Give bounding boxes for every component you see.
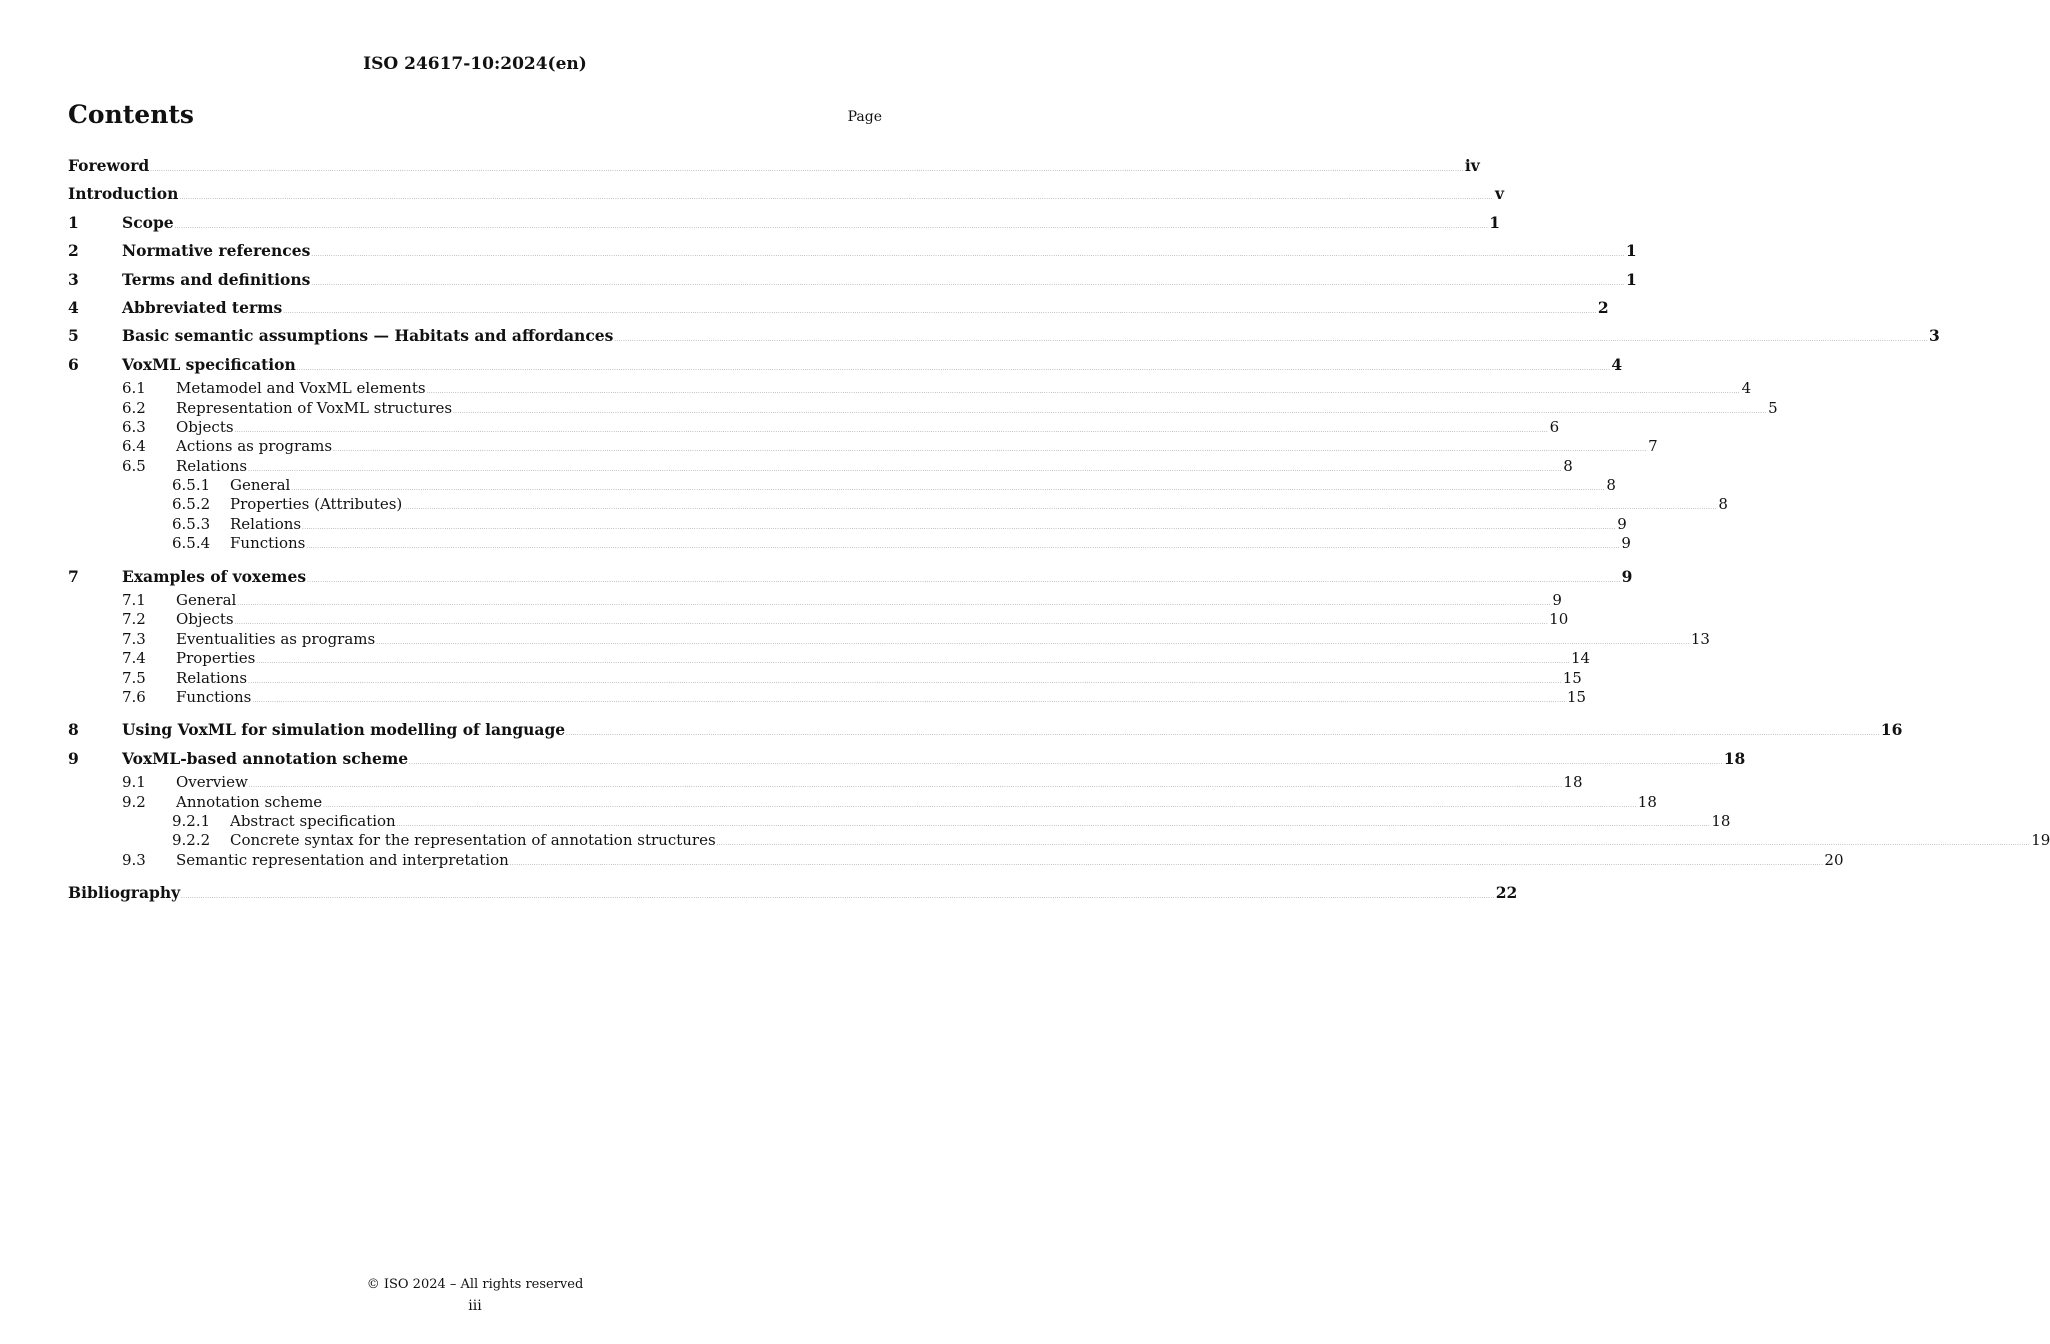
toc-dot-leader: ........................................................................................................................................................................................................................................................................................................................................................................................................................................................................................................................................................................................................................: [453, 408, 1767, 415]
toc-entry-number: 6.5.1: [172, 476, 211, 495]
toc-entry-title[interactable]: Using VoxML for simulation modelling of language: [122, 720, 566, 740]
toc-dot-leader: ........................................................................................................................................................................................................................................................................................................................................................................................................................................................................................................................................................................................................................: [291, 486, 1605, 493]
toc-entry-page: 1: [1625, 241, 1637, 261]
toc-entry-page: 19: [2031, 831, 2050, 850]
toc-entry[interactable]: [68, 792, 1657, 812]
toc-entry-page: 10: [1549, 610, 1569, 629]
toc-entry-page: 22: [1495, 883, 1518, 903]
toc-entry-title[interactable]: General: [176, 591, 237, 610]
toc-entry-page: 16: [1880, 720, 1903, 740]
toc-dot-leader: ........................................................................................................................................................................................................................................................................................................................................................................................................................................................................................................................................................................................................................: [333, 447, 1647, 454]
toc-dot-leader: ........................................................................................................................................................................................................................................................................................................................................................................................................................................................................................................................................................................................................................: [248, 678, 1562, 685]
toc-entry-page: 13: [1690, 629, 1710, 648]
toc-entry[interactable]: [68, 266, 1637, 294]
toc-entry-title[interactable]: Terms and definitions: [122, 269, 311, 289]
toc-dot-leader: ........................................................................................................................................................................................................................................................................................................................................................................................................................................................................................................................................................................................................................: [256, 659, 1570, 666]
toc-entry-number: 7.3: [122, 629, 146, 648]
toc-entry[interactable]: [68, 649, 1591, 668]
contents-title: Contents: [68, 100, 195, 129]
toc-entry[interactable]: [68, 687, 1587, 707]
toc-dot-leader: ........................................................................................................................................................................................................................................................................................................................................................................................................................................................................................................................................................................................................................: [311, 280, 1625, 287]
toc-dot-leader: ........................................................................................................................................................................................................................................................................................................................................................................................................................................................................................................................................................................................................................: [234, 620, 1549, 627]
toc-entry-title[interactable]: Bibliography: [68, 883, 181, 903]
toc-entry-number: 6.2: [122, 398, 146, 417]
toc-dot-leader: ........................................................................................................................................................................................................................................................................................................................................................................................................................................................................................................................................................................................................................: [174, 223, 1489, 230]
toc-dot-leader: ........................................................................................................................................................................................................................................................................................................................................................................................................................................................................................................................................................................................................................: [179, 195, 1493, 202]
toc-entry[interactable]: [68, 379, 1752, 398]
toc-entry[interactable]: [68, 495, 1728, 514]
toc-entry[interactable]: [68, 514, 1627, 534]
toc-entry-title[interactable]: Abstract specification: [230, 811, 396, 830]
toc-entry[interactable]: [68, 591, 1562, 610]
toc-entry[interactable]: [68, 294, 1609, 322]
toc-dot-leader: ........................................................................................................................................................................................................................................................................................................................................................................................................................................................................................................................................................................................................................: [403, 505, 1717, 512]
toc-entry-title[interactable]: Properties: [176, 649, 256, 668]
page-column-label: Page: [847, 109, 882, 125]
toc-dot-leader: ........................................................................................................................................................................................................................................................................................................................................................................................................................................................................................................................................................................................................................: [237, 601, 1551, 608]
toc-dot-leader: ........................................................................................................................................................................................................................................................................................................................................................................................................................................................................................................................................................................................................................: [566, 731, 1880, 738]
toc-dot-leader: ........................................................................................................................................................................................................................................................................................................................................................................................................................................................................................................................................................................................................................: [614, 337, 1928, 344]
toc-entry-page: 8: [1606, 476, 1616, 495]
toc-entry[interactable]: [68, 322, 1940, 350]
toc-entry-page: 6: [1549, 417, 1560, 436]
toc-entry[interactable]: [68, 745, 1746, 773]
toc-entry-number: 6: [68, 354, 79, 374]
toc-entry[interactable]: [68, 563, 1633, 591]
toc-entry-number: 9.2.1: [172, 811, 211, 830]
document-id-header: ISO 24617-10:2024(en): [363, 54, 587, 74]
toc-entry-title[interactable]: Representation of VoxML structures: [176, 398, 453, 417]
toc-entry-number: 9.2: [122, 792, 146, 811]
toc-dot-leader: ........................................................................................................................................................................................................................................................................................................................................................................................................................................................................................................................................................................................................................: [252, 697, 1566, 704]
toc-entry[interactable]: [68, 811, 1731, 831]
toc-entry-title[interactable]: Relations: [176, 668, 248, 687]
toc-entry-number: 6.1: [122, 379, 146, 398]
toc-entry-title[interactable]: General: [230, 476, 291, 495]
toc-entry-page: 4: [1741, 379, 1752, 398]
toc-entry-number: 9.3: [122, 850, 146, 869]
toc-entry-number: 6.5.3: [172, 514, 211, 533]
toc-entry-number: 6.5.4: [172, 534, 211, 553]
toc-entry-title[interactable]: Normative references: [122, 241, 311, 261]
toc-entry-page: 1: [1489, 212, 1501, 232]
toc-dot-leader: ........................................................................................................................................................................................................................................................................................................................................................................................................................................................................................................................................................................................................................: [509, 860, 1824, 867]
toc-entry[interactable]: [68, 437, 1658, 456]
toc-entry-number: 9: [68, 748, 79, 768]
toc-entry-page: 8: [1718, 495, 1728, 514]
toc-entry-page: 9: [1621, 534, 1631, 553]
toc-entry-number: 7.2: [122, 610, 146, 629]
toc-dot-leader: ........................................................................................................................................................................................................................................................................................................................................................................................................................................................................................................................................................................................................................: [248, 466, 1562, 473]
toc-entry-page: 18: [1637, 792, 1657, 811]
toc-dot-leader: ........................................................................................................................................................................................................................................................................................................................................................................................................................................................................................................................................................................................................................: [426, 389, 1741, 396]
toc-entry-title[interactable]: Functions: [176, 687, 252, 706]
toc-entry-page: v: [1494, 184, 1504, 204]
toc-entry-title[interactable]: Relations: [176, 456, 248, 475]
toc-dot-leader: ........................................................................................................................................................................................................................................................................................................................................................................................................................................................................................................................................................................................................................: [311, 252, 1625, 259]
toc-entry-number: 3: [68, 269, 79, 289]
toc-entry[interactable]: [68, 476, 1616, 495]
toc-dot-leader: ........................................................................................................................................................................................................................................................................................................................................................................................................................................................................................................................................................................................................................: [409, 759, 1723, 766]
toc-entry-page: 9: [1552, 591, 1562, 610]
toc-entry-title[interactable]: Relations: [230, 514, 302, 533]
toc-entry-page: 1: [1625, 269, 1637, 289]
toc-entry-title[interactable]: Functions: [230, 534, 306, 553]
toc-dot-leader: ........................................................................................................................................................................................................................................................................................................................................................................................................................................................................................................................................................................................................................: [181, 894, 1495, 901]
toc-entry-page: 2: [1597, 297, 1609, 317]
toc-dot-leader: ........................................................................................................................................................................................................................................................................................................................................................................................................................................................................................................................................................................................................................: [248, 783, 1563, 790]
toc-entry-page: 3: [1928, 326, 1940, 346]
toc-entry-page: 5: [1768, 398, 1778, 417]
toc-dot-leader: ........................................................................................................................................................................................................................................................................................................................................................................................................................................................................................................................................................................................................................: [716, 841, 2031, 848]
toc-dot-leader: ........................................................................................................................................................................................................................................................................................................................................................................................................................................................................................................................................................................................................................: [323, 802, 1637, 809]
toc-dot-leader: ........................................................................................................................................................................................................................................................................................................................................................................................................................................................................................................................................................................................................................: [307, 577, 1621, 584]
toc-entry-page: 15: [1566, 687, 1587, 706]
toc-entry[interactable]: [68, 773, 1583, 792]
toc-dot-leader: ........................................................................................................................................................................................................................................................................................................................................................................................................................................................................................................................................................................................................................: [376, 639, 1690, 646]
toc-entry-number: 6.3: [122, 417, 146, 436]
toc-entry-number: 6.4: [122, 437, 146, 456]
toc-entry[interactable]: [68, 610, 1569, 629]
toc-entry-number: 7.5: [122, 668, 146, 687]
toc-entry-page: 9: [1621, 566, 1633, 586]
table-of-contents: [68, 152, 2050, 908]
toc-entry[interactable]: [68, 716, 1903, 744]
toc-entry-title[interactable]: Examples of voxemes: [122, 566, 307, 586]
toc-entry[interactable]: [68, 398, 1778, 418]
toc-entry-title[interactable]: Abbreviated terms: [122, 297, 283, 317]
toc-entry-page: 18: [1723, 748, 1746, 768]
toc-entry-title[interactable]: Annotation scheme: [176, 792, 323, 811]
toc-entry[interactable]: [68, 629, 1710, 649]
toc-entry-title[interactable]: Introduction: [68, 184, 179, 204]
toc-entry-page: iv: [1464, 156, 1480, 175]
toc-dot-leader: ........................................................................................................................................................................................................................................................................................................................................................................................................................................................................................................................................................................................................................: [234, 427, 1549, 434]
copyright-footer: © ISO 2024 – All rights reserved: [366, 1277, 584, 1292]
toc-entry-title[interactable]: VoxML-based annotation scheme: [122, 748, 409, 768]
toc-entry-number: 6.5: [122, 456, 146, 475]
toc-dot-leader: ........................................................................................................................................................................................................................................................................................................................................................................................................................................................................................................................................................................................................................: [396, 821, 1711, 828]
toc-entry-number: 9.1: [122, 773, 146, 792]
toc-entry-page: 8: [1563, 456, 1573, 475]
toc-entry[interactable]: [68, 417, 1560, 437]
toc-entry[interactable]: [68, 534, 1631, 553]
toc-entry[interactable]: [68, 879, 1518, 907]
toc-entry-page: 14: [1570, 649, 1591, 668]
toc-entry-number: 8: [68, 720, 79, 740]
toc-entry[interactable]: [68, 152, 1480, 180]
toc-entry-title[interactable]: Concrete syntax for the representation of annotation structures: [230, 831, 716, 850]
toc-entry-title[interactable]: Metamodel and VoxML elements: [176, 379, 426, 398]
toc-entry-number: 2: [68, 241, 79, 261]
toc-entry-page: 18: [1711, 811, 1731, 830]
toc-entry[interactable]: [68, 850, 1844, 870]
toc-entry-title[interactable]: VoxML specification: [122, 354, 296, 374]
toc-entry-title[interactable]: Objects: [176, 417, 234, 436]
toc-dot-leader: ........................................................................................................................................................................................................................................................................................................................................................................................................................................................................................................................................................................................................................: [306, 544, 1620, 551]
toc-entry-number: 7.6: [122, 687, 146, 706]
toc-entry[interactable]: [68, 237, 1637, 265]
toc-entry[interactable]: [68, 668, 1582, 688]
toc-entry-number: 9.2.2: [172, 831, 211, 850]
toc-entry-number: 4: [68, 297, 79, 317]
toc-entry-number: 6.5.2: [172, 495, 211, 514]
toc-entry-page: 18: [1563, 773, 1583, 792]
toc-dot-leader: ........................................................................................................................................................................................................................................................................................................................................................................................................................................................................................................................................................................................................................: [150, 167, 1464, 173]
toc-entry-title[interactable]: Foreword: [68, 156, 150, 175]
toc-entry[interactable]: [68, 831, 2050, 850]
toc-entry-title[interactable]: Actions as programs: [176, 437, 333, 456]
toc-entry-title[interactable]: Eventualities as programs: [176, 629, 376, 648]
toc-entry-number: 7.1: [122, 591, 146, 610]
toc-entry-title[interactable]: Semantic representation and interpretation: [176, 850, 509, 869]
toc-entry-number: 7: [68, 566, 79, 586]
toc-entry-number: 7.4: [122, 649, 146, 668]
toc-entry-number: 5: [68, 326, 79, 346]
toc-entry-page: 20: [1824, 850, 1844, 869]
toc-entry-title[interactable]: Overview: [176, 773, 248, 792]
toc-entry-page: 15: [1562, 668, 1582, 687]
toc-entry-page: 9: [1617, 514, 1627, 533]
toc-entry-title[interactable]: Objects: [176, 610, 234, 629]
toc-entry-page: 7: [1648, 437, 1658, 456]
toc-entry[interactable]: [68, 209, 1501, 237]
toc-entry-title[interactable]: Properties (Attributes): [230, 495, 403, 514]
toc-dot-leader: ........................................................................................................................................................................................................................................................................................................................................................................................................................................................................................................................................................................................................................: [296, 365, 1611, 372]
toc-dot-leader: ........................................................................................................................................................................................................................................................................................................................................................................................................................................................................................................................................................................................................................: [283, 308, 1597, 315]
toc-dot-leader: ........................................................................................................................................................................................................................................................................................................................................................................................................................................................................................................................................................................................................................: [302, 524, 1616, 531]
page-number: iii: [468, 1298, 482, 1314]
toc-entry[interactable]: [68, 180, 1504, 208]
toc-entry[interactable]: [68, 351, 1623, 379]
toc-entry-page: 4: [1611, 354, 1623, 374]
toc-entry[interactable]: [68, 456, 1573, 476]
toc-entry-title[interactable]: Basic semantic assumptions — Habitats and affordances: [122, 326, 614, 346]
toc-entry-title[interactable]: Scope: [122, 212, 174, 232]
toc-entry-number: 1: [68, 212, 79, 232]
